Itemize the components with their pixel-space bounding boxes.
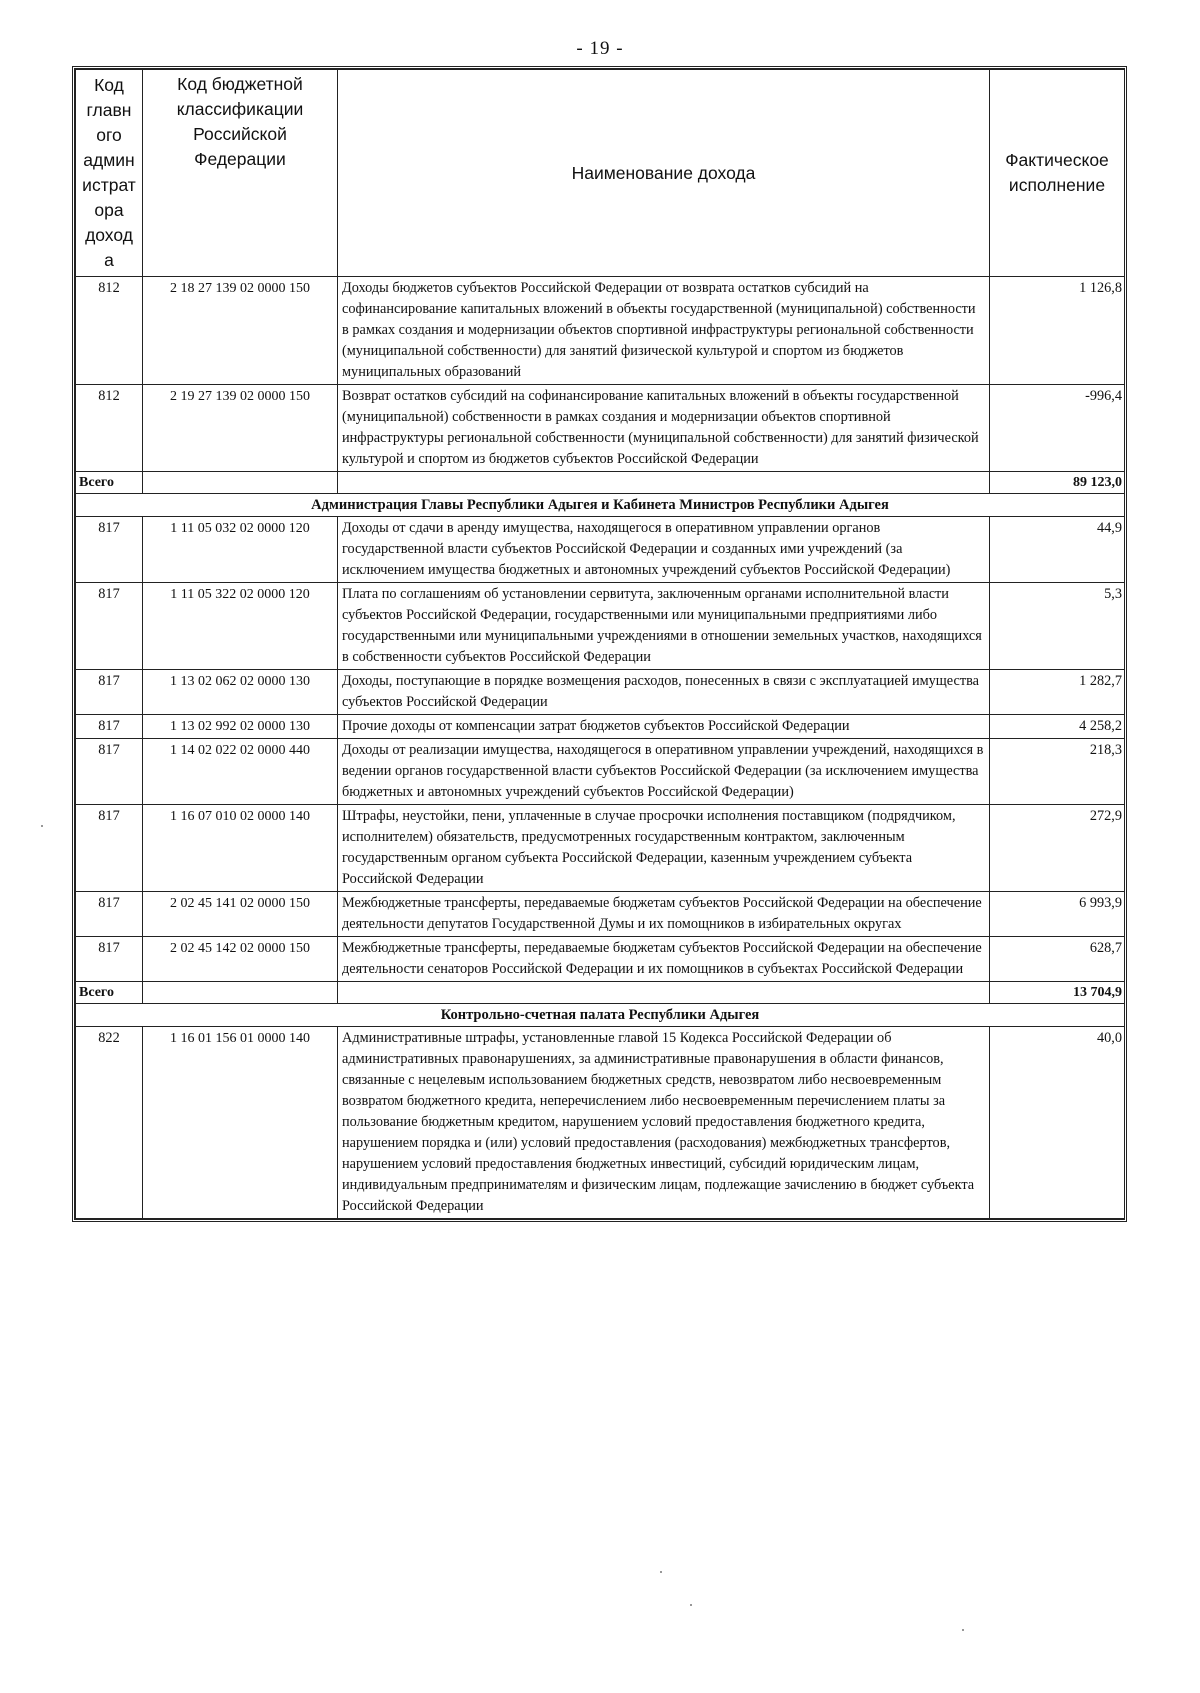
actual-value-cell: -996,4 [990,385,1125,472]
table-row [76,670,1125,715]
table-row [76,385,1125,472]
scan-speck [660,1571,662,1573]
actual-value-cell: 5,3 [990,583,1125,670]
actual-value-cell: 6 993,9 [990,892,1125,937]
total-label: Всего [76,472,143,494]
table-row [76,739,1125,805]
total-empty-cell [338,982,990,1004]
admin-code-cell: 817 [76,805,143,892]
budget-code-cell: 1 16 01 156 01 0000 140 [143,1027,338,1219]
header-budget-code: Код бюджетной классификации Российской Федерации [143,70,338,277]
actual-value-cell: 44,9 [990,517,1125,583]
table-row [76,805,1125,892]
income-table-frame [72,66,1127,1222]
income-name-cell: Прочие доходы от компенсации затрат бюджетов субъектов Российской Федерации [338,715,990,739]
section-header-row [76,1004,1125,1027]
header-admin-code: Код главн ого админ истрат ора доход а [76,70,143,277]
table-row [76,517,1125,583]
section-title: Администрация Главы Республики Адыгея и Кабинета Министров Республики Адыгея [76,494,1125,517]
income-name-cell: Возврат остатков субсидий на софинансирование капитальных вложений в объекты государственной (муниципальной) собственности в рамках создания и модернизации объектов спортивной инфраструктуры региональной собственности (муниципальной собственности) для занятий физической культурой и спортом из бюджетов субъектов Российской Федерации [338,385,990,472]
budget-code-cell: 1 13 02 062 02 0000 130 [143,670,338,715]
actual-value-cell: 628,7 [990,937,1125,982]
budget-code-cell: 1 13 02 992 02 0000 130 [143,715,338,739]
page-number: - 19 - [576,38,624,59]
table-header-row [76,70,1125,277]
budget-code-cell: 1 16 07 010 02 0000 140 [143,805,338,892]
total-empty-cell [143,982,338,1004]
table-row [76,277,1125,385]
budget-code-cell: 1 11 05 322 02 0000 120 [143,583,338,670]
admin-code-cell: 812 [76,385,143,472]
admin-code-cell: 817 [76,937,143,982]
header-actual: Фактическое исполнение [990,70,1125,277]
table-row [76,937,1125,982]
income-name-cell: Доходы, поступающие в порядке возмещения расходов, понесенных в связи с эксплуатацией имущества субъектов Российской Федерации [338,670,990,715]
total-value: 89 123,0 [990,472,1125,494]
scan-speck [41,825,43,827]
admin-code-cell: 817 [76,739,143,805]
admin-code-cell: 817 [76,583,143,670]
total-value: 13 704,9 [990,982,1125,1004]
section-title: Контрольно-счетная палата Республики Адыгея [76,1004,1125,1027]
table-row [76,583,1125,670]
admin-code-cell: 817 [76,892,143,937]
budget-code-cell: 2 18 27 139 02 0000 150 [143,277,338,385]
total-row [76,472,1125,494]
header-income-name: Наименование дохода [338,70,990,277]
admin-code-cell: 812 [76,277,143,385]
actual-value-cell: 218,3 [990,739,1125,805]
total-empty-cell [338,472,990,494]
income-name-cell: Доходы от реализации имущества, находящегося в оперативном управлении учреждений, находящихся в ведении органов государственной власти субъектов Российской Федерации (за исключением имущества бюджетных и автономных учреждений субъектов Российской Федерации) [338,739,990,805]
actual-value-cell: 4 258,2 [990,715,1125,739]
income-name-cell: Межбюджетные трансферты, передаваемые бюджетам субъектов Российской Федерации на обеспечение деятельности депутатов Государственной Думы и их помощников в избирательных округах [338,892,990,937]
scan-speck [962,1629,964,1631]
income-name-cell: Межбюджетные трансферты, передаваемые бюджетам субъектов Российской Федерации на обеспечение деятельности сенаторов Российской Федерации и их помощников в субъектах Российской Федерации [338,937,990,982]
actual-value-cell: 40,0 [990,1027,1125,1219]
budget-code-cell: 1 14 02 022 02 0000 440 [143,739,338,805]
income-name-cell: Доходы от сдачи в аренду имущества, находящегося в оперативном управлении органов государственной власти субъектов Российской Федерации и созданных ими учреждений (за исключением имущества бюджетных и автономных учреждений субъектов Российской Федерации) [338,517,990,583]
admin-code-cell: 817 [76,715,143,739]
total-label: Всего [76,982,143,1004]
admin-code-cell: 817 [76,517,143,583]
income-name-cell: Штрафы, неустойки, пени, уплаченные в случае просрочки исполнения поставщиком (подрядчиком, исполнителем) обязательств, предусмотренных государственным контрактом, заключенным государственным органом субъекта Российской Федерации, казенным учреждением субъекта Российской Федерации [338,805,990,892]
section-header-row [76,494,1125,517]
table-row [76,892,1125,937]
actual-value-cell: 1 126,8 [990,277,1125,385]
table-row [76,1027,1125,1219]
income-name-cell: Доходы бюджетов субъектов Российской Федерации от возврата остатков субсидий на софинансирование капитальных вложений в объекты государственной (муниципальной) собственности в рамках создания и модернизации объектов спортивной инфраструктуры региональной собственности (муниципальной собственности) для занятий физической культурой и спортом из бюджетов муниципальных образований [338,277,990,385]
actual-value-cell: 272,9 [990,805,1125,892]
budget-code-cell: 2 02 45 141 02 0000 150 [143,892,338,937]
total-empty-cell [143,472,338,494]
budget-code-cell: 1 11 05 032 02 0000 120 [143,517,338,583]
income-name-cell: Плата по соглашениям об установлении сервитута, заключенным органами исполнительной власти субъектов Российской Федерации, государственными или муниципальными предприятиями либо государственными или муниципальными учреждениями в отношении земельных участков, находящихся в собственности субъектов Российской Федерации [338,583,990,670]
budget-code-cell: 2 19 27 139 02 0000 150 [143,385,338,472]
actual-value-cell: 1 282,7 [990,670,1125,715]
total-row [76,982,1125,1004]
budget-code-cell: 2 02 45 142 02 0000 150 [143,937,338,982]
income-name-cell: Административные штрафы, установленные главой 15 Кодекса Российской Федерации об административных правонарушениях, за административные правонарушения в области финансов, связанные с нецелевым использованием бюджетных средств, невозвратом либо несвоевременным возвратом бюджетного кредита, неперечислением либо несвоевременным перечислением платы за пользование бюджетным кредитом, нарушением условий предоставления бюджетного кредита, нарушением порядка и (или) условий предоставления (расходования) межбюджетных трансфертов, нарушением условий предоставления бюджетных инвестиций, субсидий юридическим лицам, индивидуальным предпринимателям и физическим лицам, подлежащие зачислению в бюджет субъекта Российской Федерации [338,1027,990,1219]
income-table [75,69,1125,1219]
scan-speck [690,1604,692,1606]
table-body [76,277,1125,1219]
admin-code-cell: 817 [76,670,143,715]
table-row [76,715,1125,739]
admin-code-cell: 822 [76,1027,143,1219]
